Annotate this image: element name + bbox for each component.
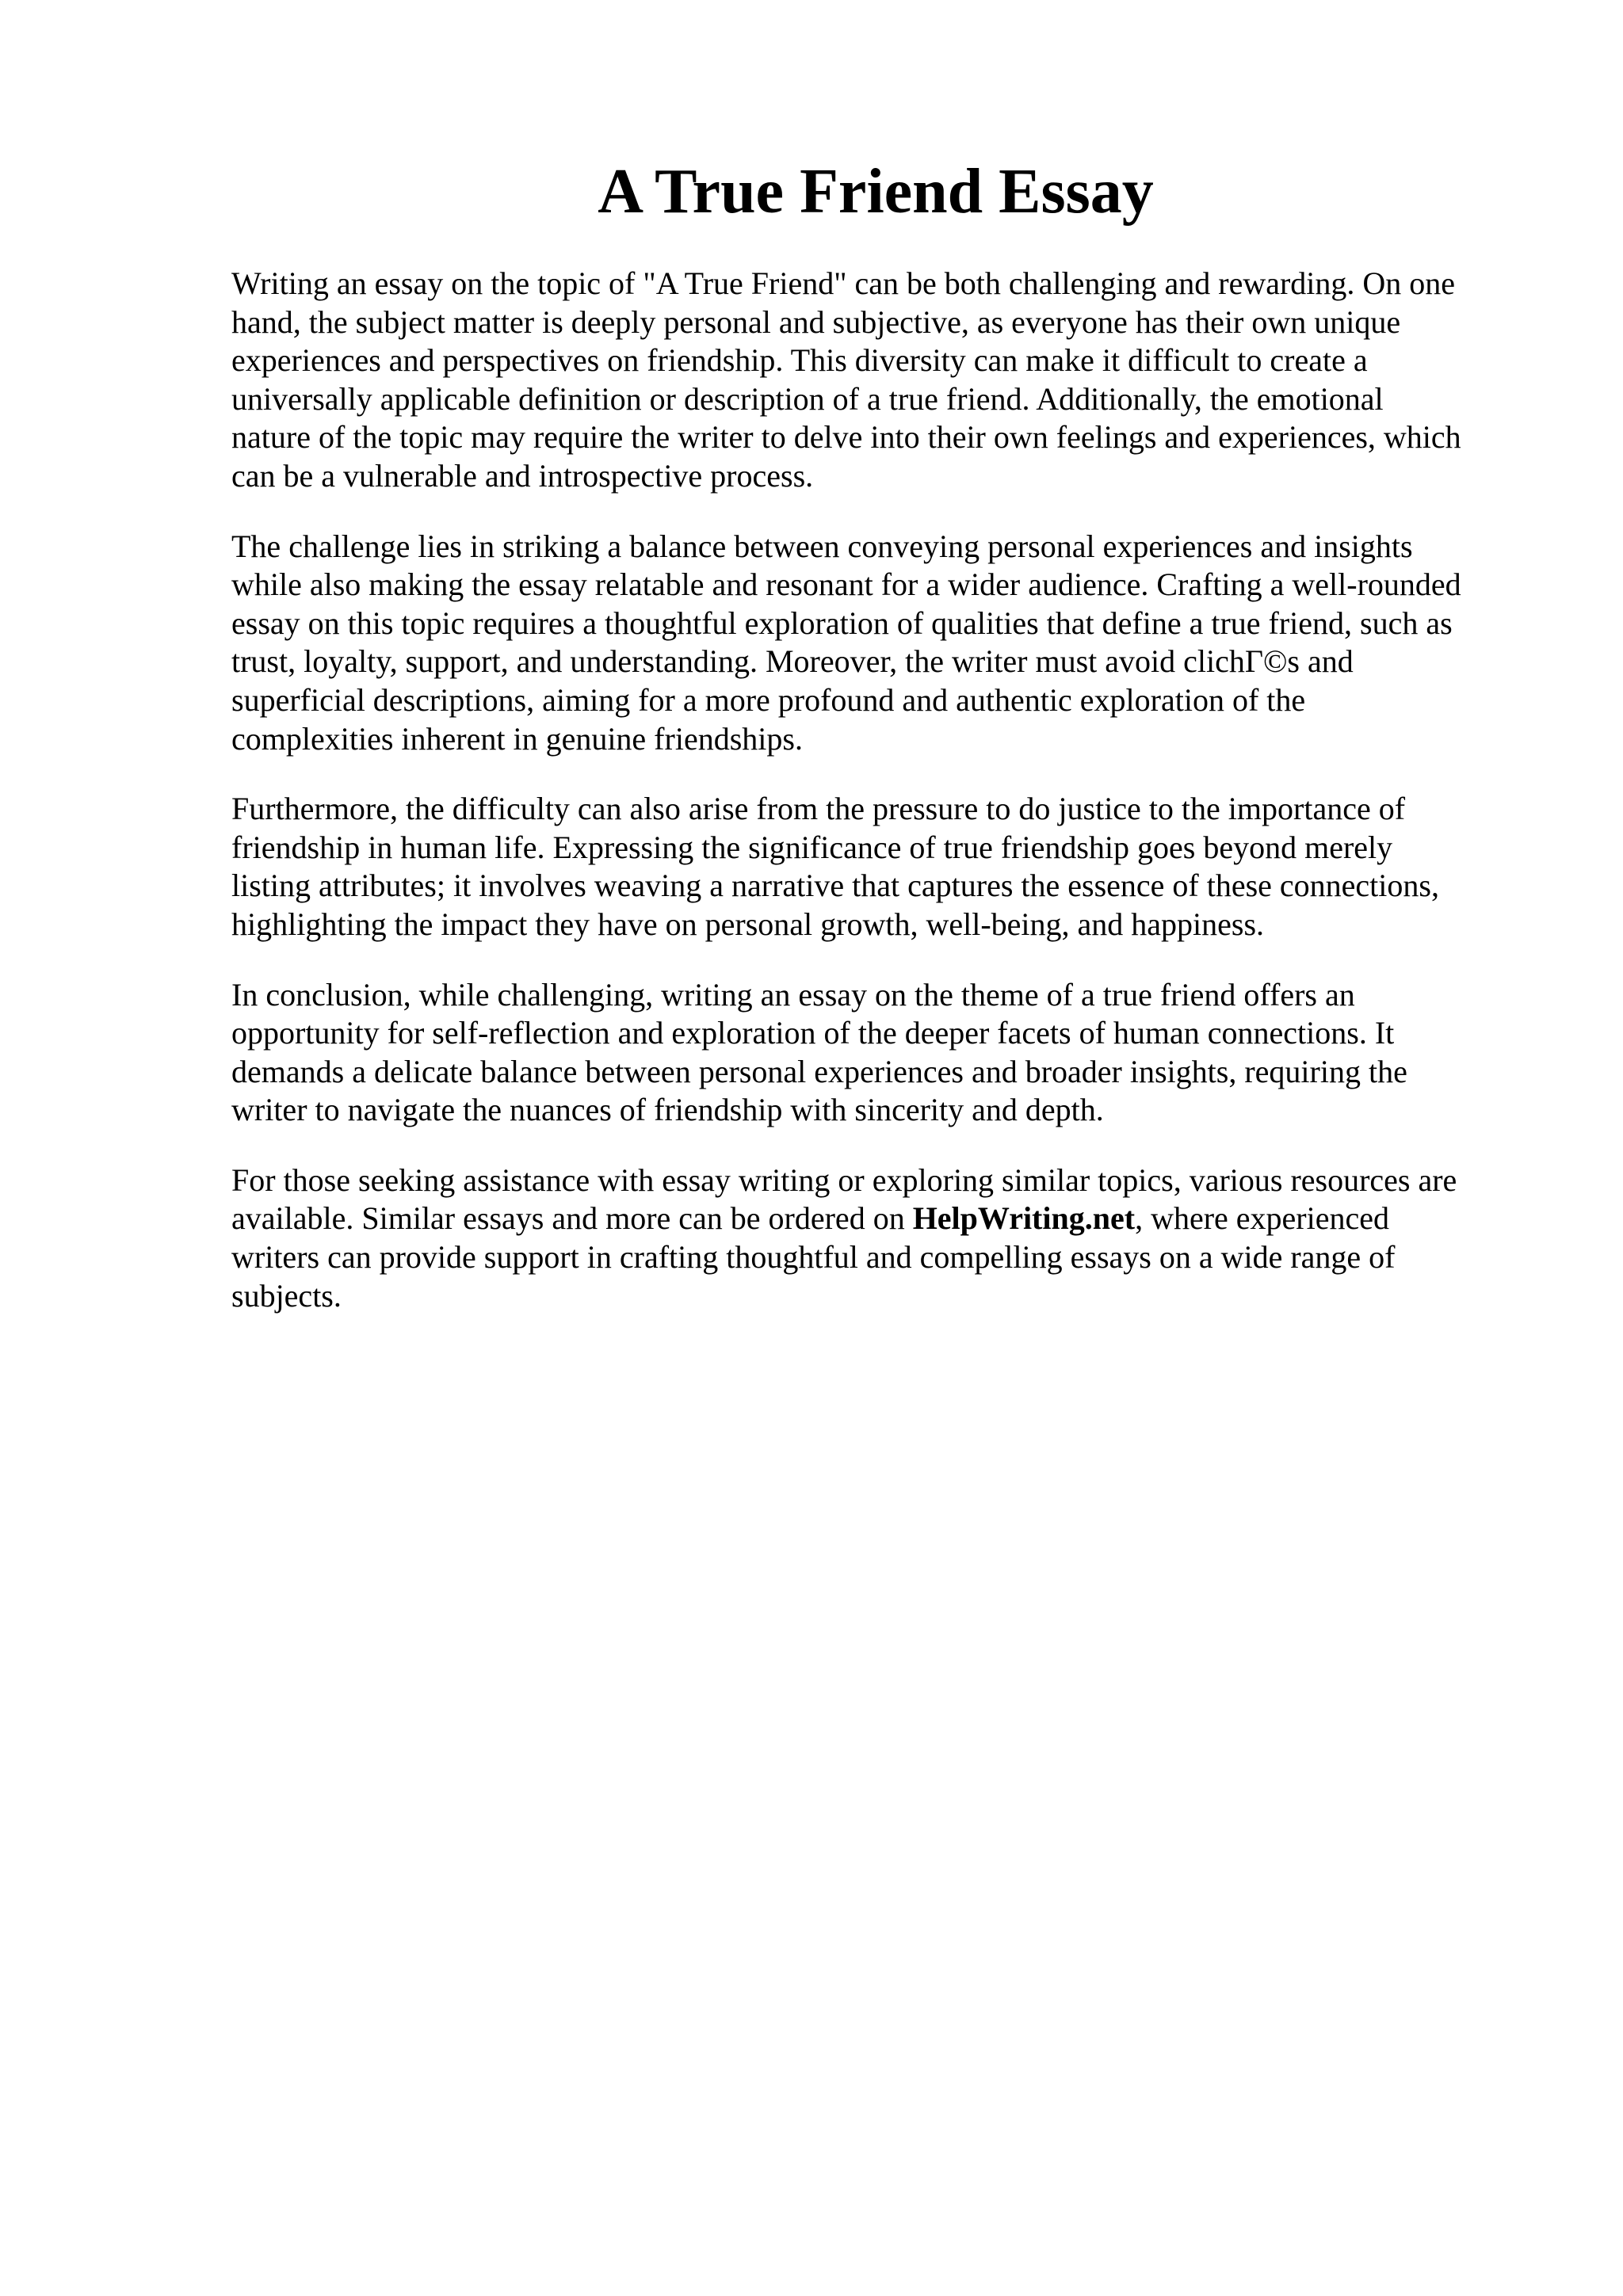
text-segment: , where experienced [1135, 1200, 1389, 1237]
text-line: Writing an essay on the topic of "A True Friend" can be both challenging and rewarding. On one [231, 265, 1456, 301]
text-line: demands a delicate balance between personal experiences and broader insights, requiring the [231, 1053, 1407, 1089]
text-line: hand, the subject matter is deeply personal and subjective, as everyone has their own unique [231, 303, 1401, 340]
text-line: complexities inherent in genuine friendships. [231, 720, 803, 757]
brand-name: HelpWriting.net [912, 1200, 1136, 1237]
text-line: universally applicable definition or description of a true friend. Additionally, the emotional [231, 380, 1384, 417]
text-line: can be a vulnerable and introspective process. [231, 457, 814, 494]
essay-body [231, 265, 1515, 1347]
text-line: writer to navigate the nuances of friendship with sincerity and depth. [231, 1092, 1104, 1128]
page-title: A True Friend Essay [598, 157, 1154, 227]
text-line: experiences and perspectives on friendship. This diversity can make it difficult to create a [231, 342, 1368, 379]
text-line: essay on this topic requires a thoughtful exploration of qualities that define a true friend, such as [231, 605, 1453, 641]
text-line: nature of the topic may require the writer to delve into their own feelings and experiences, which [231, 419, 1461, 456]
text-line [231, 1199, 1515, 1238]
text-line: while also making the essay relatable and resonant for a wider audience. Crafting a well-rounded [231, 566, 1461, 603]
text-line: listing attributes; it involves weaving a narrative that captures the essence of these connections, [231, 868, 1439, 904]
text-line: friendship in human life. Expressing the significance of true friendship goes beyond merely [231, 829, 1393, 865]
paragraph-4 [231, 976, 1515, 1130]
text-line: For those seeking assistance with essay writing or exploring similar topics, various resources are [231, 1161, 1457, 1198]
closing-paragraph [231, 1161, 1515, 1315]
text-line: writers can provide support in crafting thoughtful and compelling essays on a wide range of [231, 1239, 1396, 1276]
text-line: In conclusion, while challenging, writing an essay on the theme of a true friend offers an [231, 976, 1355, 1013]
text-line: Furthermore, the difficulty can also arise from the pressure to do justice to the importance of [231, 791, 1406, 827]
text-line: The challenge lies in striking a balance between conveying personal experiences and insights [231, 528, 1413, 564]
text-segment: available. Similar essays and more can be ordered on [231, 1200, 913, 1237]
text-line: highlighting the impact they have on personal growth, well-being, and happiness. [231, 906, 1265, 942]
text-line: subjects. [231, 1277, 342, 1314]
paragraph-2 [231, 528, 1515, 759]
paragraph-3 [231, 790, 1515, 944]
paragraph-1 [231, 265, 1515, 496]
text-line: trust, loyalty, support, and understanding. Moreover, the writer must avoid clichΓ©s and [231, 643, 1354, 680]
text-line: superficial descriptions, aiming for a more profound and authentic exploration of the [231, 681, 1306, 718]
text-line: opportunity for self-reflection and exploration of the deeper facets of human connections. It [231, 1015, 1395, 1051]
